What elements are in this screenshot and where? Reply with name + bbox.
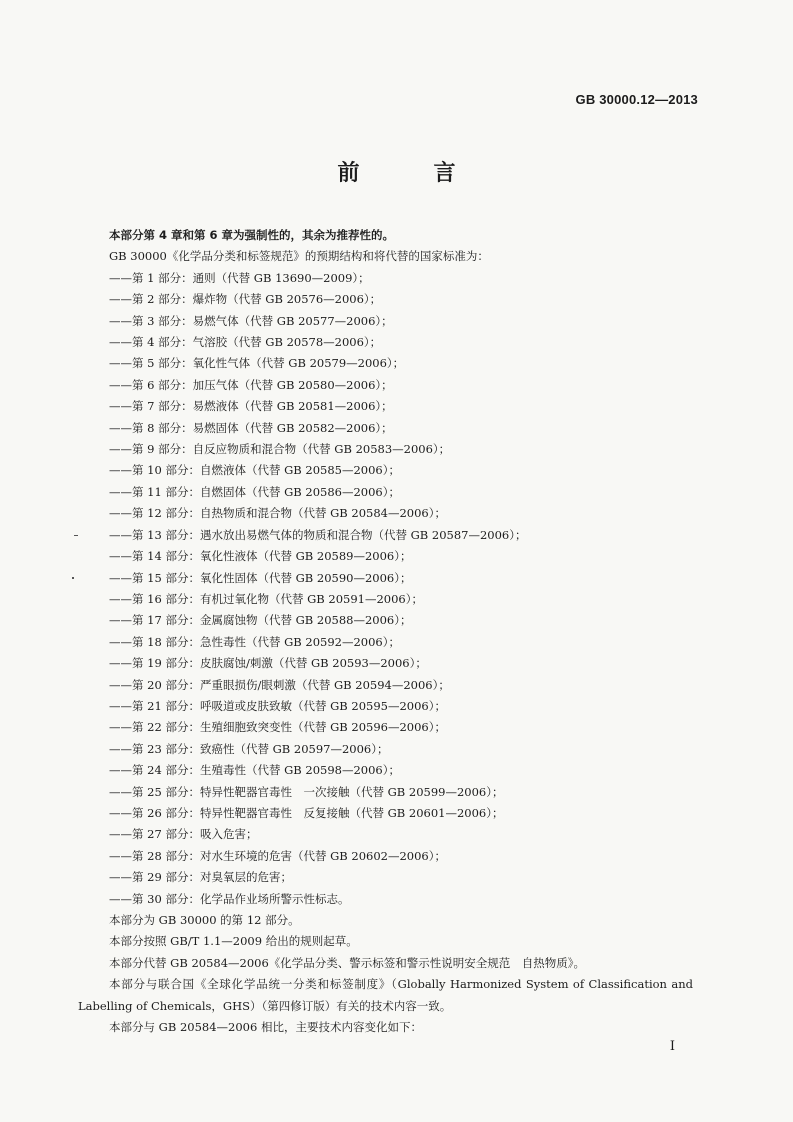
preface-body	[78, 225, 693, 1038]
mandatory-note: 本部分第 4 章和第 6 章为强制性的，其余为推荐性的。	[109, 228, 395, 242]
part-item: ——第 28 部分：对水生环境的危害（代替 GB 20602—2006）；	[109, 848, 446, 863]
part-item: ——第 7 部分：易燃液体（代替 GB 20581—2006）；	[109, 399, 393, 414]
page-title: 前 言	[337, 161, 482, 186]
closing-paragraph: 本部分代替 GB 20584—2006《化学品分类、警示标签和警示性说明安全规范 自热物质》。	[109, 955, 586, 970]
part-item: ——第 3 部分：易燃气体（代替 GB 20577—2006）；	[109, 313, 393, 328]
part-item: ——第 1 部分：通则（代替 GB 13690—2009）；	[109, 270, 370, 285]
part-item: ——第 12 部分：自热物质和混合物（代替 GB 20584—2006）；	[109, 506, 446, 521]
part-item: ——第 8 部分：易燃固体（代替 GB 20582—2006）；	[109, 420, 393, 435]
scan-speck	[72, 577, 74, 579]
part-item: ——第 29 部分：对臭氧层的危害；	[109, 870, 292, 885]
part-item: ——第 9 部分：自反应物质和混合物（代替 GB 20583—2006）；	[109, 442, 451, 457]
part-item: ——第 26 部分：特异性靶器官毒性 反复接触（代替 GB 20601—2006）；	[109, 805, 504, 820]
part-item: ——第 5 部分：氧化性气体（代替 GB 20579—2006）；	[109, 356, 405, 371]
part-item: ——第 18 部分：急性毒性（代替 GB 20592—2006）；	[109, 634, 400, 649]
part-item: ——第 22 部分：生殖细胞致突变性（代替 GB 20596—2006）；	[109, 720, 446, 735]
part-item: ——第 20 部分：严重眼损伤/眼刺激（代替 GB 20594—2006）；	[109, 677, 450, 692]
closing-paragraph: 本部分按照 GB/T 1.1—2009 给出的规则起草。	[109, 934, 358, 949]
part-item: ——第 11 部分：自燃固体（代替 GB 20586—2006）；	[109, 484, 400, 499]
part-item: ——第 23 部分：致癌性（代替 GB 20597—2006）；	[109, 741, 389, 756]
part-item: ——第 10 部分：自燃液体（代替 GB 20585—2006）；	[109, 463, 400, 478]
part-item: ——第 6 部分：加压气体（代替 GB 20580—2006）；	[109, 377, 393, 392]
part-item: ——第 24 部分：生殖毒性（代替 GB 20598—2006）；	[109, 763, 400, 778]
part-item: ——第 13 部分：遇水放出易燃气体的物质和混合物（代替 GB 20587—2006）；	[109, 527, 527, 542]
part-item: ——第 15 部分：氧化性固体（代替 GB 20590—2006）；	[109, 570, 412, 585]
part-item: ——第 30 部分：化学品作业场所警示性标志。	[109, 891, 350, 906]
part-item: ——第 4 部分：气溶胶（代替 GB 20578—2006）；	[109, 335, 382, 350]
closing-paragraph: 本部分为 GB 30000 的第 12 部分。	[109, 913, 300, 927]
parts-list	[78, 268, 693, 910]
part-item: ——第 14 部分：氧化性液体（代替 GB 20589—2006）；	[109, 549, 412, 564]
part-item: ——第 27 部分：吸入危害；	[109, 827, 258, 842]
closing-paragraph: 本部分与联合国《全球化学品统一分类和标签制度》（Globally Harmonized System of Classification and Labelling of Chemicals，GHS）（第四修订版）有关的技术内容一致。	[78, 977, 693, 1013]
part-item: ——第 19 部分：皮肤腐蚀/刺激（代替 GB 20593—2006）；	[109, 656, 427, 671]
part-item: ——第 17 部分：金属腐蚀物（代替 GB 20588—2006）；	[109, 613, 412, 628]
page-number: I	[669, 1039, 675, 1054]
part-item: ——第 25 部分：特异性靶器官毒性 一次接触（代替 GB 20599—2006）；	[109, 784, 504, 799]
closing-paragraph: 本部分与 GB 20584—2006 相比，主要技术内容变化如下：	[109, 1020, 422, 1035]
part-item: ——第 16 部分：有机过氧化物（代替 GB 20591—2006）；	[109, 591, 423, 606]
part-item: ——第 21 部分：呼吸道或皮肤致敏（代替 GB 20595—2006）；	[109, 698, 446, 713]
part-item: ——第 2 部分：爆炸物（代替 GB 20576—2006）；	[109, 292, 382, 307]
standard-code-header: GB 30000.12—2013	[575, 92, 698, 107]
scan-speck	[74, 535, 78, 536]
intro-paragraph: GB 30000《化学品分类和标签规范》的预期结构和将代替的国家标准为：	[109, 249, 489, 264]
